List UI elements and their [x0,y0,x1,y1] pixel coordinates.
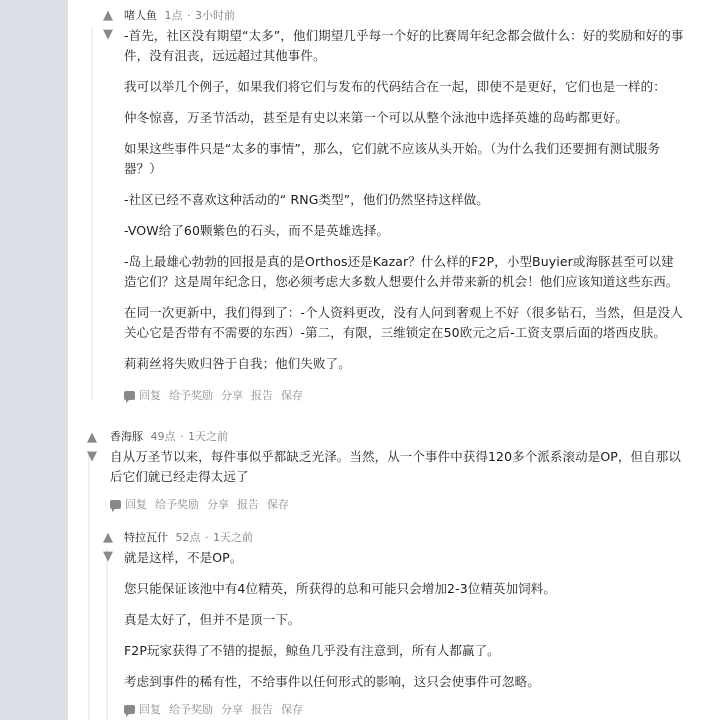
comment-paragraph: 自从万圣节以来，每件事似乎都缺乏光泽。当然，从一个事件中获得120多个派系滚动是OP，但自那以后它们就已经走得太远了 [110,449,681,484]
separator-dot: · [183,9,194,22]
author-name[interactable]: 特拉瓦什 [124,531,168,544]
comment-paragraph: -社区已经不喜欢这种活动的“ RNG类型”，他们仍然坚持这样做。 [124,192,489,207]
comment-bubble-icon [124,705,135,714]
separator-dot: · [176,430,187,443]
comment-paragraph: 莉莉丝将失败归咎于自我；他们失败了。 [124,356,351,371]
comment-paragraph: 真是太好了，但并不是顶一下。 [124,612,301,627]
thread-line[interactable] [106,548,108,720]
comment-bubble-icon [124,391,135,400]
comment-meta [110,429,690,445]
give-award-button[interactable]: 给予奖励 [169,703,213,716]
comment-paragraph: -首先，社区没有期望“太多”，他们期望几乎每一个好的比赛周年纪念都会做什么：好的奖励和好的事件，没有沮丧，远远超过其他事件。 [124,28,684,63]
share-button[interactable]: 分享 [221,703,243,716]
comment-panel [68,0,724,720]
comment-paragraph: 我可以举几个例子，如果我们将它们与发布的代码结合在一起，即使不是更好，它们也是一样的： [124,79,666,94]
reply-button[interactable] [124,701,161,717]
comment-paragraph: -岛上最雄心勃勃的回报是真的是Orthos还是Kazar？什么样的F2P，小型Buyier或海豚甚至可以建造它们？这是周年纪念日，您必须考虑大多数人想要什么并带来新的机会！他们应该知道这些东西。 [124,254,679,289]
vote-column [98,8,118,43]
reply-label: 回复 [139,703,161,716]
reply-button[interactable] [124,387,161,403]
reply-label: 回复 [125,498,147,511]
thread-line[interactable] [91,28,93,400]
points: 52点 [175,531,201,544]
give-award-button[interactable]: 给予奖励 [155,498,199,511]
save-button[interactable]: 保存 [281,703,303,716]
downvote-icon[interactable]: ▼ [103,27,113,42]
comment [110,429,690,514]
comment-body [124,548,684,692]
comment-bubble-icon [110,500,121,509]
share-button[interactable]: 分享 [207,498,229,511]
report-button[interactable]: 报告 [251,389,273,402]
comment-paragraph: 在同一次更新中，我们得到了：-个人资料更改，没有人问到奢观上不好（很多钻石，当然，但是没人关心它是否带有不需要的东西）-第二，有限，三维锁定在50欧元之后-工资支票后面的塔西皮肤。 [124,305,684,340]
comment-paragraph: 您只能保证该池中有4位精英，所获得的总和可能只会增加2-3位精英加饲料。 [124,581,556,596]
save-button[interactable]: 保存 [281,389,303,402]
report-button[interactable]: 报告 [237,498,259,511]
comment-paragraph: 仲冬惊喜，万圣节活动，甚至是有史以来第一个可以从整个泳池中选择英雄的岛屿都更好。 [124,110,629,125]
give-award-button[interactable]: 给予奖励 [169,389,213,402]
downvote-icon[interactable]: ▼ [103,549,113,564]
points: 49点 [150,430,176,443]
comment-paragraph: 就是这样，不是OP。 [124,550,243,565]
comment [124,530,684,719]
comment [124,8,684,405]
comment-body [124,26,684,374]
upvote-icon[interactable]: ▲ [87,430,97,445]
comment-actions [124,699,684,719]
comment-paragraph: 考虑到事件的稀有性，不给事件以任何形式的影响，这只会使事件可忽略。 [124,674,540,689]
separator-dot: · [201,531,212,544]
report-button[interactable]: 报告 [251,703,273,716]
points: 1点 [164,9,183,22]
vote-column [98,530,118,565]
author-name[interactable]: 香海豚 [110,430,143,443]
comment-actions [124,385,684,405]
comment-paragraph: -VOW给了60颗紫色的石头，而不是英雄选择。 [124,223,390,238]
author-name[interactable]: 啫人鱼 [124,9,157,22]
comment-body [110,447,690,487]
timestamp[interactable]: 3小时前 [195,9,235,22]
reply-label: 回复 [139,389,161,402]
upvote-icon[interactable]: ▲ [103,8,113,23]
comment-paragraph: F2P玩家获得了不错的提振，鲸鱼几乎没有注意到，所有人都赢了。 [124,643,500,658]
timestamp[interactable]: 1天之前 [213,531,253,544]
reply-button[interactable] [110,496,147,512]
share-button[interactable]: 分享 [221,389,243,402]
upvote-icon[interactable]: ▲ [103,530,113,545]
thread-line[interactable] [88,450,90,720]
timestamp[interactable]: 1天之前 [188,430,228,443]
save-button[interactable]: 保存 [267,498,289,511]
comment-paragraph: 如果这些事件只是“太多的事情”，那么，它们就不应该从头开始。（为什么我们还要拥有测试服务器？） [124,141,661,176]
downvote-icon[interactable]: ▼ [87,449,97,464]
comment-meta [124,8,684,24]
vote-column [82,430,102,465]
comment-meta [124,530,684,546]
comment-actions [110,494,690,514]
